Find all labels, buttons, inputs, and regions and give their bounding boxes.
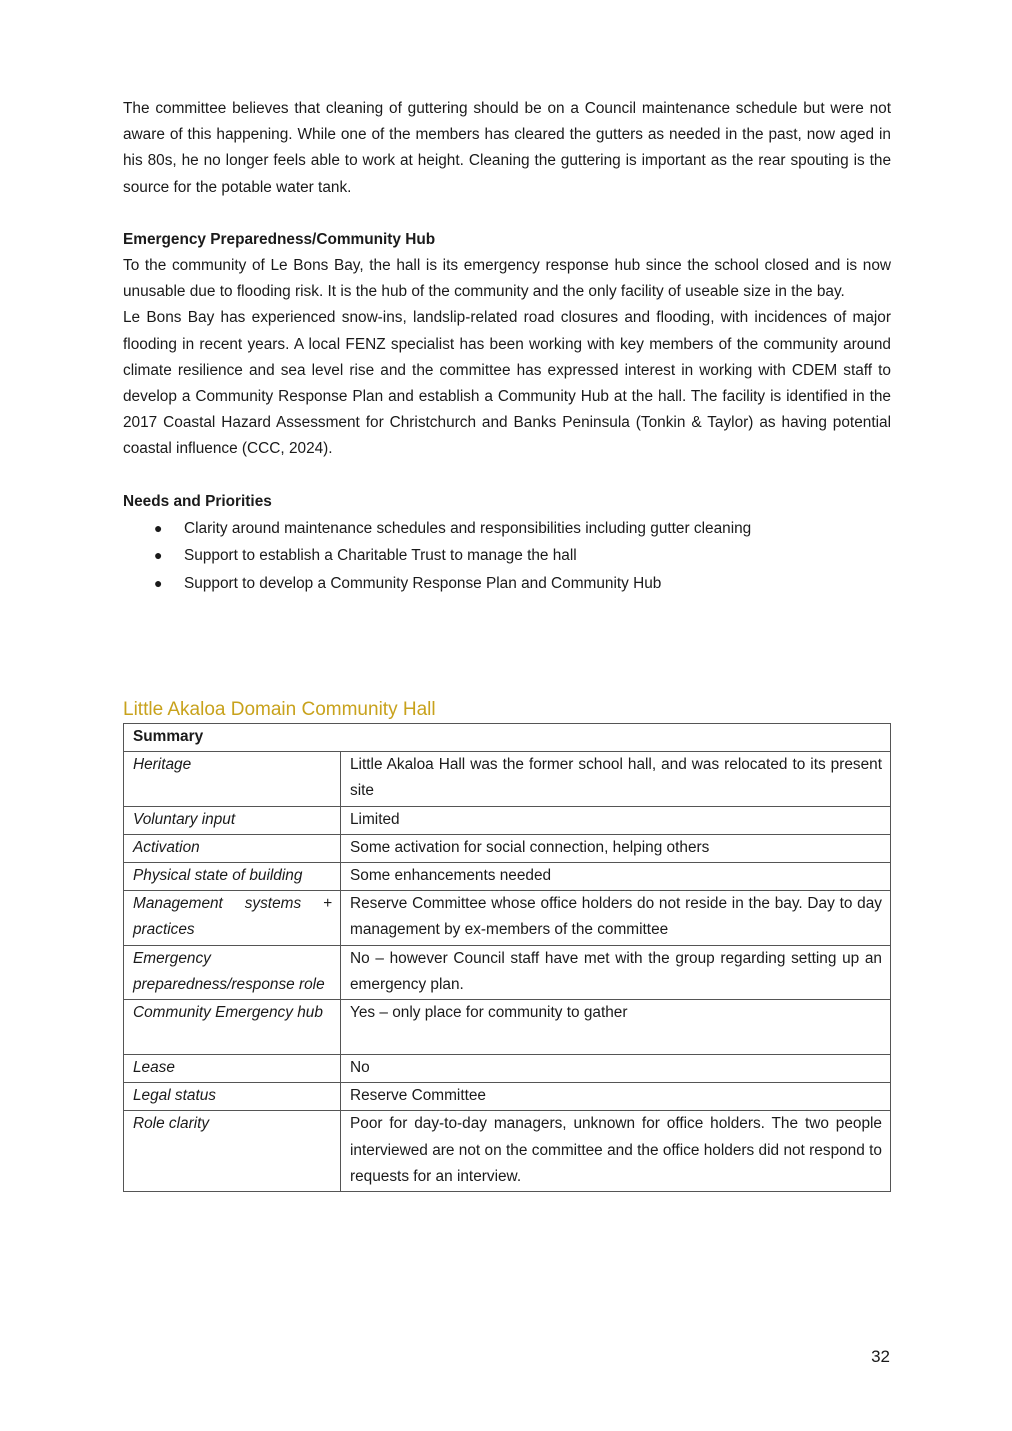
table-row xyxy=(124,1055,891,1083)
table-row xyxy=(124,891,891,945)
row-value: No – however Council staff have met with the group regarding setting up an emergency plan. xyxy=(341,945,891,999)
bullet-icon: ● xyxy=(154,519,163,536)
row-key: Legal status xyxy=(124,1083,341,1111)
emergency-paragraph-2: Le Bons Bay has experienced snow-ins, landslip-related road closures and flooding, with incidences of major flooding in recent years. A local FENZ specialist has been working with key members of the community around climate resilience and sea level rise and the committee has expressed interest in working with CDEM staff to develop a Community Response Plan and establish a Community Hub at the hall. The facility is identified in the 2017 Coastal Hazard Assessment for Christchurch and Banks Peninsula (Tonkin & Taylor) as having potential coastal influence (CCC, 2024). xyxy=(123,309,891,458)
row-value: Poor for day-to-day managers, unknown for office holders. The two people interviewed are not on the committee and the office holders did not respond to requests for an interview. xyxy=(341,1111,891,1192)
row-key: Activation xyxy=(124,834,341,862)
table-row xyxy=(124,752,891,806)
needs-heading: Needs and Priorities xyxy=(123,492,272,510)
row-key: Voluntary input xyxy=(124,806,341,834)
row-key: Heritage xyxy=(124,752,341,806)
row-value: Some activation for social connection, helping others xyxy=(341,834,891,862)
bullet-icon: ● xyxy=(154,574,163,591)
intro-paragraph: The committee believes that cleaning of guttering should be on a Council maintenance schedule but were not aware of this happening. While one of the members has cleared the gutters as needed in the past, now aged in his 80s, he no longer feels able to work at height. Cleaning the guttering is important as the rear spouting is the source for the potable water tank. xyxy=(123,100,891,196)
row-value: Limited xyxy=(341,806,891,834)
row-key: Management systems + practices xyxy=(124,891,341,945)
row-key: Role clarity xyxy=(124,1111,341,1192)
row-key: Community Emergency hub xyxy=(124,1000,341,1055)
row-value: Reserve Committee xyxy=(341,1083,891,1111)
table-row xyxy=(124,806,891,834)
needs-list xyxy=(123,515,891,598)
list-item: ● Support to develop a Community Response Plan and Community Hub xyxy=(123,570,891,598)
row-value: Reserve Committee whose office holders do not reside in the bay. Day to day management by ex-members of the committee xyxy=(341,891,891,945)
table-row xyxy=(124,1000,891,1055)
emergency-paragraph-1: To the community of Le Bons Bay, the hall is its emergency response hub since the school closed and is now unusable due to flooding risk. It is the hub of the community and the only facility of useable size in the bay. xyxy=(123,257,891,301)
list-item: ● Support to establish a Charitable Trust to manage the hall xyxy=(123,542,891,570)
row-value: Little Akaloa Hall was the former school hall, and was relocated to its present site xyxy=(341,752,891,806)
page-body xyxy=(123,96,891,597)
table-row xyxy=(124,1111,891,1192)
section-title: Little Akaloa Domain Community Hall xyxy=(123,699,436,720)
row-value: No xyxy=(341,1055,891,1083)
row-value: Yes – only place for community to gather xyxy=(341,1000,891,1055)
table-header-row xyxy=(124,724,891,752)
bullet-icon: ● xyxy=(154,547,163,564)
page-number: 32 xyxy=(871,1347,890,1366)
table-row xyxy=(124,1083,891,1111)
list-item: ● Clarity around maintenance schedules and responsibilities including gutter cleaning xyxy=(123,515,891,543)
table-row xyxy=(124,834,891,862)
table-row xyxy=(124,863,891,891)
emergency-heading: Emergency Preparedness/Community Hub xyxy=(123,230,436,248)
row-key: Physical state of building xyxy=(124,863,341,891)
row-key: Lease xyxy=(124,1055,341,1083)
row-value: Some enhancements needed xyxy=(341,863,891,891)
table-row xyxy=(124,945,891,999)
table-header: Summary xyxy=(124,724,891,752)
summary-table xyxy=(123,723,891,1192)
row-key: Emergency preparedness/response role xyxy=(124,945,341,999)
